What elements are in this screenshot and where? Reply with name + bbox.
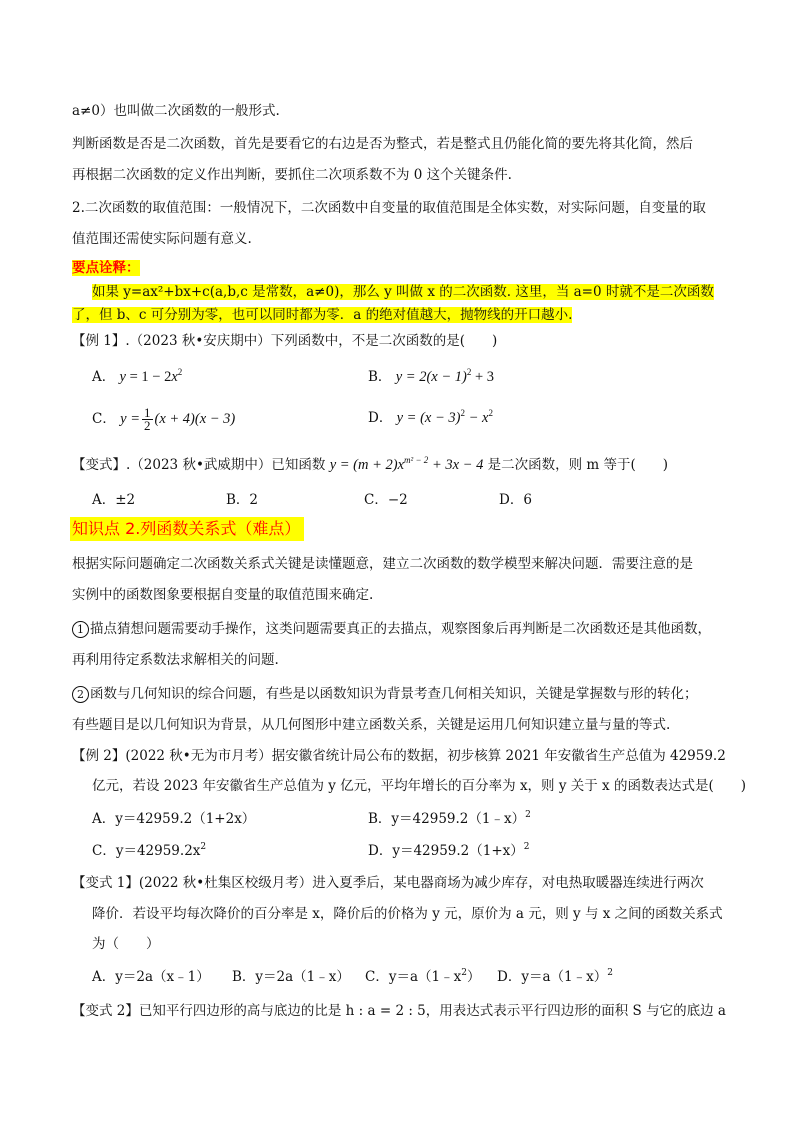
e2-d-exp: 2 — [523, 842, 530, 852]
intro-line-3: 再根据二次函数的定义作出判断，要抓住二次项系数不为 0 这个关键条件. — [72, 167, 512, 183]
option-b-formula — [396, 369, 494, 385]
example1-option-c — [92, 407, 235, 432]
kp2-line-6: 有些题目是以几何知识为背景，从几何图形中建立函数关系，关键是运用几何知识建立量与量的等式. — [72, 717, 671, 733]
option-b-label: B． — [368, 369, 392, 385]
kp2-line-3 — [72, 619, 711, 639]
circled-number-1: 1 — [72, 621, 89, 638]
variant1-pre: 【变式】.（2023 秋•武威期中）已知函数 — [72, 457, 330, 473]
kp2-line-1: 根据实际问题确定二次函数关系式关键是读懂题意，建立二次函数的数学模型来解决问题．需要注意的是 — [72, 556, 693, 572]
example1-option-a — [92, 366, 182, 388]
note-line-1 — [92, 282, 714, 302]
intro-line-1: a≠0）也叫做二次函数的一般形式. — [72, 103, 280, 119]
fraction — [142, 407, 153, 432]
a-exp: 2 — [177, 367, 183, 377]
b-post: + 3 — [471, 369, 495, 385]
option-c-formula — [120, 405, 236, 433]
variant1-option-b: B．2 — [226, 492, 259, 508]
note-line-1-text: 如果 y=ax²+bx+c(a,b,c 是常数，a≠0)，那么 y 叫做 x 的二次函数. 这里，当 a=0 时就不是二次函数 — [92, 284, 714, 300]
example2-option-a: A．y＝42959.2（1+2x） — [92, 811, 256, 827]
example2-option-b — [368, 808, 531, 830]
variant2-line-3: 为（ ） — [92, 936, 160, 952]
intro-line-4: 2.二次函数的取值范围：一般情况下，二次函数中自变量的取值范围是全体实数，对实际问题，自变量的取 — [72, 200, 706, 216]
variant2-line-2: 降价．若设平均每次降价的百分率是 x，降价后的价格为 y 元，原价为 a 元，则 y 与 x 之间的函数关系式 — [92, 906, 723, 922]
variant1-formula — [330, 457, 484, 473]
variant1-fn-exp: m² − 2 — [404, 455, 429, 465]
variant1-stem — [72, 455, 668, 475]
b-exp: 2 — [466, 367, 472, 377]
example2-line-1: 【例 2】(2022 秋•无为市月考）据安徽省统计局公布的数据，初步核算 2021 年安徽省生产总值为 42959.2 — [72, 748, 726, 764]
c-y: y = — [120, 410, 140, 427]
kp2-line-3-text: 描点猜想问题需要动手操作，这类问题需要真正的去描点，观察图象后再判断是二次函数还是其他函数， — [90, 621, 711, 637]
kp2-line-2: 实例中的函数图象要根据自变量的取值范围来确定. — [72, 587, 374, 603]
e2-b-text: B．y＝42959.2（1﹣x） — [368, 811, 526, 827]
kp2-line-5-text: 函数与几何知识的综合问题，有些是以函数知识为背景考查几何相关知识，关键是掌握数与形的转化； — [90, 686, 698, 702]
variant1-option-d: D．6 — [499, 492, 532, 508]
variant2-option-c — [365, 966, 480, 988]
d-post: − x — [464, 410, 489, 426]
note-title — [72, 258, 140, 278]
note-line-2-text: 了，但 b、c 可分别为零，也可以同时都为零．a 的绝对值越大，抛物线的开口越小. — [72, 307, 573, 323]
v2-c-text: C．y＝a（1﹣x — [365, 969, 462, 985]
example1-option-d — [368, 407, 493, 429]
variant2-option-a: A．y＝2a（x﹣1） — [92, 969, 210, 985]
a-var: x — [171, 369, 178, 385]
variant2-option-d — [497, 966, 613, 988]
c-post: (x + 4)(x − 3) — [154, 410, 236, 427]
option-a-label: A． — [92, 369, 116, 385]
e2-b-exp: 2 — [525, 810, 531, 820]
variant3-line-1: 【变式 2】已知平行四边形的高与底边的比是 h : a = 2 : 5，用表达式表示平行四边形的面积 S 与它的底边 a — [72, 1003, 726, 1019]
fraction-denominator: 2 — [144, 418, 151, 433]
note-line-2 — [72, 305, 572, 325]
a-y: y — [119, 369, 126, 385]
example1-stem: 【例 1】.（2023 秋•安庆期中）下列函数中，不是二次函数的是( ) — [72, 333, 498, 349]
b-text: y = 2(x − 1) — [395, 369, 467, 385]
option-a-formula — [120, 369, 183, 385]
variant1-post: 是二次函数，则 m 等于( ) — [483, 457, 669, 473]
d-exp2: 2 — [488, 408, 493, 418]
kp2-line-4: 再利用待定系数法求解相关的问题. — [72, 652, 279, 668]
intro-line-2: 判断函数是否是二次函数，首先是要看它的右边是否为整式，若是整式且仍能化简的要先将其化简，然后 — [72, 136, 693, 152]
v2-c-exp: 2 — [461, 968, 467, 978]
example2-line-2: 亿元，若设 2023 年安徽省生产总值为 y 亿元，平均年增长的百分率为 x，则 y 关于 x 的函数表达式是( ) — [92, 778, 746, 794]
variant1-fn-a: y = (m + 2)x — [329, 457, 405, 473]
a-eq: = 1 − 2 — [125, 369, 172, 385]
kp2-line-5 — [72, 684, 698, 704]
option-d-formula — [397, 410, 493, 426]
variant2-line-1: 【变式 1】(2022 秋•杜集区校级月考）进入夏季后，某电器商场为减少库存，对电热取暖器连续进行两次 — [72, 875, 704, 891]
v2-d-exp: 2 — [607, 968, 613, 978]
circled-number-2: 2 — [72, 686, 89, 703]
variant1-fn-b: + 3x − 4 — [428, 457, 484, 473]
d-exp: 2 — [460, 408, 465, 418]
d-text: y = (x − 3) — [396, 410, 461, 426]
fraction-numerator: 1 — [144, 405, 151, 420]
intro-line-5: 值范围还需使实际问题有意义. — [72, 231, 252, 247]
note-title-text: 要点诠释： — [72, 260, 140, 276]
variant1-option-c: C．−2 — [364, 492, 408, 508]
variant2-option-b: B．y＝2a（1﹣x） — [232, 969, 350, 985]
v2-c-close: ） — [466, 969, 481, 985]
e2-c-exp: 2 — [200, 842, 207, 852]
knowledge-point-2-heading: 知识点 2.列函数关系式（难点） — [70, 517, 304, 541]
option-d-label: D． — [368, 410, 393, 426]
example1-option-b — [368, 366, 494, 388]
example2-option-d — [368, 840, 530, 862]
example2-option-c — [92, 840, 206, 862]
e2-d-text: D．y＝42959.2（1+x） — [368, 843, 524, 859]
variant1-option-a: A．±2 — [92, 492, 136, 508]
v2-d-text: D．y＝a（1﹣x） — [497, 969, 608, 985]
e2-c-text: C．y＝42959.2x — [92, 843, 201, 859]
option-c-label: C． — [92, 410, 116, 427]
